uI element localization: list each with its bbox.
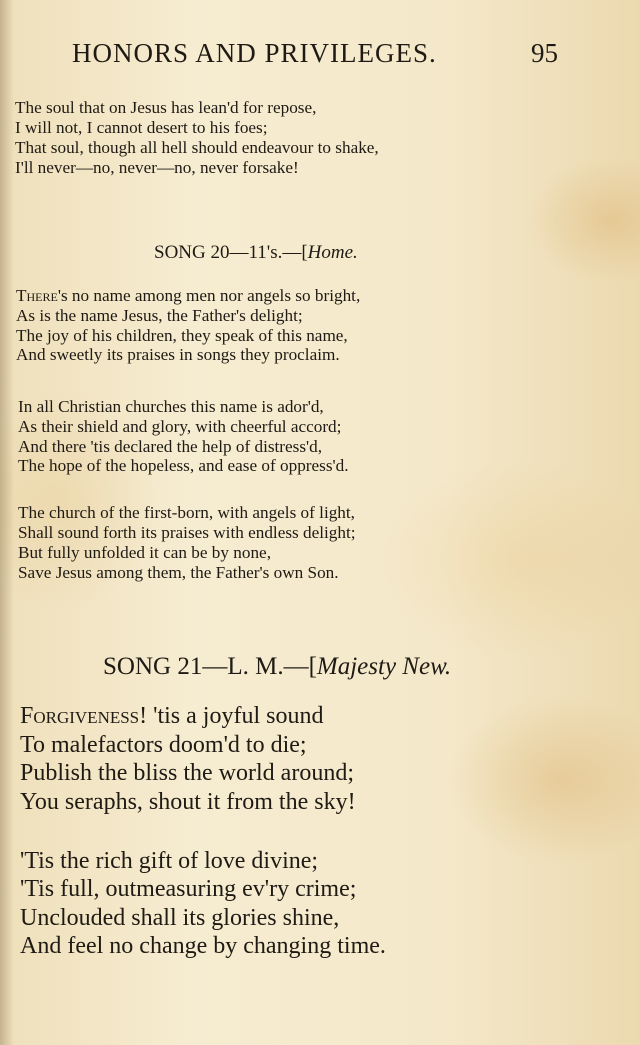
initial-word: Forgiveness: [20, 703, 140, 729]
header-title: HONORS AND PRIVILEGES.: [72, 38, 437, 68]
page-number: 95: [531, 38, 558, 68]
verse-line: [16, 286, 360, 306]
verse-line: The soul that on Jesus has lean'd for repose,: [15, 98, 317, 117]
song-20-number: SONG 20—11's.—[: [154, 242, 308, 263]
verse-line: Unclouded shall its glories shine,: [20, 905, 340, 931]
verse-line: As is the name Jesus, the Father's delight;: [16, 306, 303, 325]
verse-line: That soul, though all hell should endeavour to shake,: [15, 138, 379, 157]
verse-line: I'll never—no, never—no, never forsake!: [15, 158, 299, 177]
verse-line: Save Jesus among them, the Father's own Son.: [18, 563, 339, 582]
verse-line: 'Tis the rich gift of love divine;: [20, 848, 319, 874]
verse-line: 'Tis full, outmeasuring ev'ry crime;: [20, 876, 357, 902]
verse-line: The hope of the hopeless, and ease of oppress'd.: [18, 456, 349, 475]
song-20-heading: [154, 242, 358, 264]
song-20-tune: Home.: [307, 242, 358, 263]
verse-line: And there 'tis declared the help of distress'd,: [18, 437, 323, 456]
song-21-tune: Majesty New.: [316, 653, 452, 680]
verse-line: In all Christian churches this name is ador'd,: [18, 397, 324, 416]
verse-line: Publish the bliss the world around;: [20, 760, 354, 786]
song-21-number: SONG 21—L. M.—[: [103, 653, 317, 680]
verse-line: And feel no change by changing time.: [20, 933, 386, 959]
initial-word: There: [16, 286, 58, 305]
verse-line: [20, 703, 323, 730]
verse-line: To malefactors doom'd to die;: [20, 732, 307, 758]
verse-line: You seraphs, shout it from the sky!: [20, 789, 356, 815]
page-binding-shadow: [0, 0, 14, 1045]
song-21-heading: [103, 653, 451, 681]
verse-line: But fully unfolded it can be by none,: [18, 543, 271, 562]
verse-line: As their shield and glory, with cheerful accord;: [18, 417, 342, 436]
verse-line: The joy of his children, they speak of this name,: [16, 326, 348, 345]
verse-line: The church of the first-born, with angels of light,: [18, 503, 355, 522]
verse-line: Shall sound forth its praises with endless delight;: [18, 523, 356, 542]
verse-line-rest: 's no name among men nor angels so bright,: [57, 286, 361, 305]
verse-line-rest: ! 'tis a joyful sound: [139, 703, 324, 729]
verse-line: I will not, I cannot desert to his foes;: [15, 118, 268, 137]
running-header: [72, 38, 562, 72]
verse-line: And sweetly its praises in songs they proclaim.: [16, 345, 340, 364]
